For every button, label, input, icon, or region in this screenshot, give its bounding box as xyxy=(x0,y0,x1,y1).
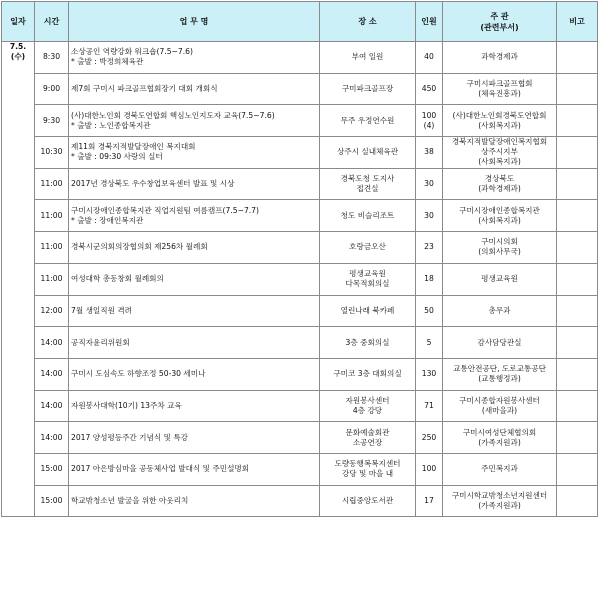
place-line2: 다목적회의실 xyxy=(345,279,390,289)
time-cell: 9:30 xyxy=(35,105,69,137)
host-line1: 경상북도 xyxy=(484,174,515,184)
host-line2: (사회복지과) xyxy=(478,120,521,130)
time-cell: 9:00 xyxy=(35,73,69,105)
host-cell xyxy=(443,453,557,485)
task-title: (사)대한노인회 경북도연합회 핵심노인지도자 교육(7.5~7.6) xyxy=(71,110,275,120)
place-line1: 경북도청 도지사 xyxy=(340,174,395,184)
place-cell xyxy=(320,485,416,517)
time-cell: 11:00 xyxy=(35,168,69,200)
table-row xyxy=(2,422,598,454)
table-row xyxy=(2,263,598,295)
count-value: 17 xyxy=(424,495,434,505)
host-cell xyxy=(443,105,557,137)
place-cell xyxy=(320,358,416,390)
host-line2: (의회사무국) xyxy=(478,247,521,257)
task-cell xyxy=(69,422,320,454)
host-cell xyxy=(443,200,557,232)
table-row xyxy=(2,73,598,105)
date-cell xyxy=(2,42,35,517)
host-cell xyxy=(443,358,557,390)
place-cell xyxy=(320,453,416,485)
task-departure: * 출발 : 09:30 사랑의 실터 xyxy=(71,152,163,162)
table-row xyxy=(2,358,598,390)
time-cell: 14:00 xyxy=(35,390,69,422)
host-cell xyxy=(443,422,557,454)
remarks-cell xyxy=(557,295,598,327)
task-title: 2017 아은방심마을 공동체사업 발대식 및 주민설명회 xyxy=(71,464,250,474)
place-cell xyxy=(320,422,416,454)
header-remarks: 비고 xyxy=(557,2,598,42)
host-cell xyxy=(443,137,557,169)
task-title: 구미시 도심속도 하향조정 50-30 세미나 xyxy=(71,369,206,379)
remarks-cell xyxy=(557,453,598,485)
schedule-rows xyxy=(2,42,598,517)
table-row xyxy=(2,390,598,422)
place-line1: 3층 중회의실 xyxy=(345,337,390,347)
host-line1: 총무과 xyxy=(488,305,511,315)
remarks-cell xyxy=(557,327,598,359)
time-cell: 14:00 xyxy=(35,358,69,390)
task-cell xyxy=(69,390,320,422)
count-cell xyxy=(416,232,443,264)
host-line1: 평생교육원 xyxy=(481,274,518,284)
host-line1: 구미시장애인종합복지관 xyxy=(459,205,540,215)
task-departure: * 출발 : 장애인복지관 xyxy=(71,215,144,225)
remarks-cell xyxy=(557,232,598,264)
remarks-cell xyxy=(557,390,598,422)
count-cell xyxy=(416,390,443,422)
remarks-cell xyxy=(557,422,598,454)
host-cell xyxy=(443,295,557,327)
place-cell xyxy=(320,42,416,74)
host-cell xyxy=(443,168,557,200)
remarks-cell xyxy=(557,137,598,169)
host-line1: 과학경제과 xyxy=(481,52,518,62)
place-line1: 도량동행복복지센터 xyxy=(334,459,401,469)
task-title: 2017년 경상북도 우수창업보육센터 발표 및 시상 xyxy=(71,179,235,189)
count-value: 450 xyxy=(421,84,437,94)
task-title: 학교밖청소년 발굴을 위한 아웃리치 xyxy=(71,495,189,505)
table-row xyxy=(2,42,598,74)
host-line2: (체육진흥과) xyxy=(478,89,521,99)
table-row xyxy=(2,232,598,264)
host-cell xyxy=(443,390,557,422)
place-line2: 4층 강당 xyxy=(352,405,383,415)
host-line1: 감사담당관실 xyxy=(477,337,522,347)
count-value: 250 xyxy=(421,432,437,442)
task-departure: * 출발 : 박정희체육관 xyxy=(71,57,144,67)
host-line2: (사회복지과) xyxy=(478,215,521,225)
table-row xyxy=(2,200,598,232)
task-departure: * 출발 : 노인종합복지관 xyxy=(71,120,151,130)
count-extra: (4) xyxy=(423,120,435,130)
place-cell xyxy=(320,200,416,232)
task-cell xyxy=(69,453,320,485)
place-line1: 열린나래 북카페 xyxy=(340,305,395,315)
place-cell xyxy=(320,73,416,105)
count-value: 50 xyxy=(424,305,434,315)
host-line2: (가족지원과) xyxy=(478,500,521,510)
count-cell xyxy=(416,137,443,169)
time-cell: 14:00 xyxy=(35,422,69,454)
place-cell xyxy=(320,295,416,327)
task-cell xyxy=(69,232,320,264)
date-weekday: (수) xyxy=(10,52,26,61)
host-line1: 주민복지과 xyxy=(481,464,518,474)
count-cell xyxy=(416,105,443,137)
remarks-cell xyxy=(557,200,598,232)
count-value: 100 xyxy=(421,464,437,474)
host-cell xyxy=(443,327,557,359)
host-line2: (새마을과) xyxy=(481,405,518,415)
count-value: 30 xyxy=(424,179,434,189)
count-cell xyxy=(416,42,443,74)
header-host-line2: (관련부서) xyxy=(480,22,519,32)
remarks-cell xyxy=(557,358,598,390)
schedule-table xyxy=(1,1,598,517)
count-value: 40 xyxy=(424,52,434,62)
place-cell xyxy=(320,168,416,200)
time-cell: 12:00 xyxy=(35,295,69,327)
count-value: 71 xyxy=(424,400,434,410)
place-line1: 청도 비슬리조트 xyxy=(340,210,395,220)
table-row xyxy=(2,137,598,169)
task-cell xyxy=(69,263,320,295)
table-row xyxy=(2,295,598,327)
host-line3: (사회복지과) xyxy=(478,157,521,167)
count-value: 130 xyxy=(421,369,437,379)
task-title: 7월 생일직원 격려 xyxy=(71,305,133,315)
count-cell xyxy=(416,422,443,454)
place-line1: 시립중앙도서관 xyxy=(341,495,394,505)
task-cell xyxy=(69,42,320,74)
place-cell xyxy=(320,105,416,137)
task-cell xyxy=(69,200,320,232)
count-value: 5 xyxy=(426,337,432,347)
host-line1: 구미시종합자원봉사센터 xyxy=(459,395,540,405)
place-line1: 자원봉사센터 xyxy=(345,395,390,405)
task-title: 2017 양성평등주간 기념식 및 특강 xyxy=(71,432,189,442)
time-cell: 15:00 xyxy=(35,485,69,517)
header-task: 업 무 명 xyxy=(69,2,320,42)
remarks-cell xyxy=(557,105,598,137)
task-title: 구미시장애인종합복지관 직업지원팀 여름캠프(7.5~7.7) xyxy=(71,205,259,215)
table-row xyxy=(2,327,598,359)
time-cell: 15:00 xyxy=(35,453,69,485)
time-cell: 8:30 xyxy=(35,42,69,74)
task-cell xyxy=(69,105,320,137)
date-day: 7.5. xyxy=(9,42,27,51)
header-count: 인원 xyxy=(416,2,443,42)
count-value: 100 xyxy=(421,110,437,120)
count-value: 23 xyxy=(424,242,434,252)
place-cell xyxy=(320,232,416,264)
task-title: 공직자윤리위원회 xyxy=(71,337,130,347)
host-line1: 구미시의회 xyxy=(481,237,518,247)
header-time: 시간 xyxy=(35,2,69,42)
header-host xyxy=(443,2,557,42)
time-cell: 11:00 xyxy=(35,263,69,295)
task-title: 소상공인 역량강화 워크숍(7.5~7.6) xyxy=(71,47,193,57)
time-cell: 10:30 xyxy=(35,137,69,169)
place-line2: 접견실 xyxy=(356,184,379,194)
header-host-line1: 주 관 xyxy=(490,11,509,21)
task-cell xyxy=(69,327,320,359)
task-cell xyxy=(69,485,320,517)
task-title: 경북시군의회의장협의회 제256차 월례회 xyxy=(71,242,208,252)
time-cell: 11:00 xyxy=(35,200,69,232)
task-title: 제7회 구미시 파크골프협회장기 대회 개회식 xyxy=(71,84,218,94)
remarks-cell xyxy=(557,485,598,517)
place-line1: 호랑금오산 xyxy=(349,242,386,252)
task-cell xyxy=(69,168,320,200)
remarks-cell xyxy=(557,263,598,295)
time-cell: 11:00 xyxy=(35,232,69,264)
task-title: 제11회 경북지적발달장애인 복지대회 xyxy=(71,142,196,152)
header-row xyxy=(2,2,598,42)
count-cell xyxy=(416,453,443,485)
count-cell xyxy=(416,200,443,232)
place-line2: 소공연장 xyxy=(352,437,383,447)
place-line1: 문화예술회관 xyxy=(345,427,390,437)
place-cell xyxy=(320,390,416,422)
count-cell xyxy=(416,73,443,105)
count-cell xyxy=(416,327,443,359)
count-value: 18 xyxy=(424,274,434,284)
count-cell xyxy=(416,485,443,517)
host-cell xyxy=(443,263,557,295)
host-line2: (가족지원과) xyxy=(478,437,521,447)
place-cell xyxy=(320,263,416,295)
count-cell xyxy=(416,168,443,200)
table-row xyxy=(2,105,598,137)
host-line2: (과학경제과) xyxy=(478,184,521,194)
time-cell: 14:00 xyxy=(35,327,69,359)
remarks-cell xyxy=(557,42,598,74)
host-line1: 구미시학교밖청소년지원센터 xyxy=(451,490,548,500)
place-line1: 부여 일원 xyxy=(351,52,384,62)
place-cell xyxy=(320,327,416,359)
count-cell xyxy=(416,263,443,295)
task-cell xyxy=(69,295,320,327)
header-date: 일자 xyxy=(2,2,35,42)
host-line1: 교통안전공단, 도로교통공단 xyxy=(453,364,546,374)
task-title: 여성대학 총동창회 월례회의 xyxy=(71,274,164,284)
table-row xyxy=(2,485,598,517)
host-line1: 구미시파크골프협회 xyxy=(466,79,533,89)
host-cell xyxy=(443,232,557,264)
host-line2: 상주시지부 xyxy=(481,147,518,157)
place-line1: 평생교육원 xyxy=(349,269,386,279)
place-cell xyxy=(320,137,416,169)
task-title: 자원봉사대학(10기) 13주차 교육 xyxy=(71,400,182,410)
host-cell xyxy=(443,42,557,74)
host-line1: (사)대한노인회경북도연합회 xyxy=(452,110,547,120)
table-row xyxy=(2,168,598,200)
place-line1: 상주시 실내체육관 xyxy=(336,147,399,157)
place-line1: 구미파크골프장 xyxy=(341,84,394,94)
count-cell xyxy=(416,358,443,390)
task-cell xyxy=(69,358,320,390)
task-cell xyxy=(69,137,320,169)
host-line1: 구미시여성단체협의회 xyxy=(462,427,537,437)
place-line1: 구미코 3층 대회의실 xyxy=(333,369,402,379)
count-cell xyxy=(416,295,443,327)
place-line2: 강당 및 마을 내 xyxy=(341,469,394,479)
place-line1: 무주 우정연수원 xyxy=(340,115,395,125)
host-line2: (교통행정과) xyxy=(478,374,521,384)
table-row xyxy=(2,453,598,485)
host-line1: 경북지적발달장애인복지협회 xyxy=(451,137,548,147)
count-value: 38 xyxy=(424,147,434,157)
host-cell xyxy=(443,73,557,105)
remarks-cell xyxy=(557,168,598,200)
task-cell xyxy=(69,73,320,105)
host-cell xyxy=(443,485,557,517)
header-place: 장 소 xyxy=(320,2,416,42)
count-value: 30 xyxy=(424,210,434,220)
remarks-cell xyxy=(557,73,598,105)
